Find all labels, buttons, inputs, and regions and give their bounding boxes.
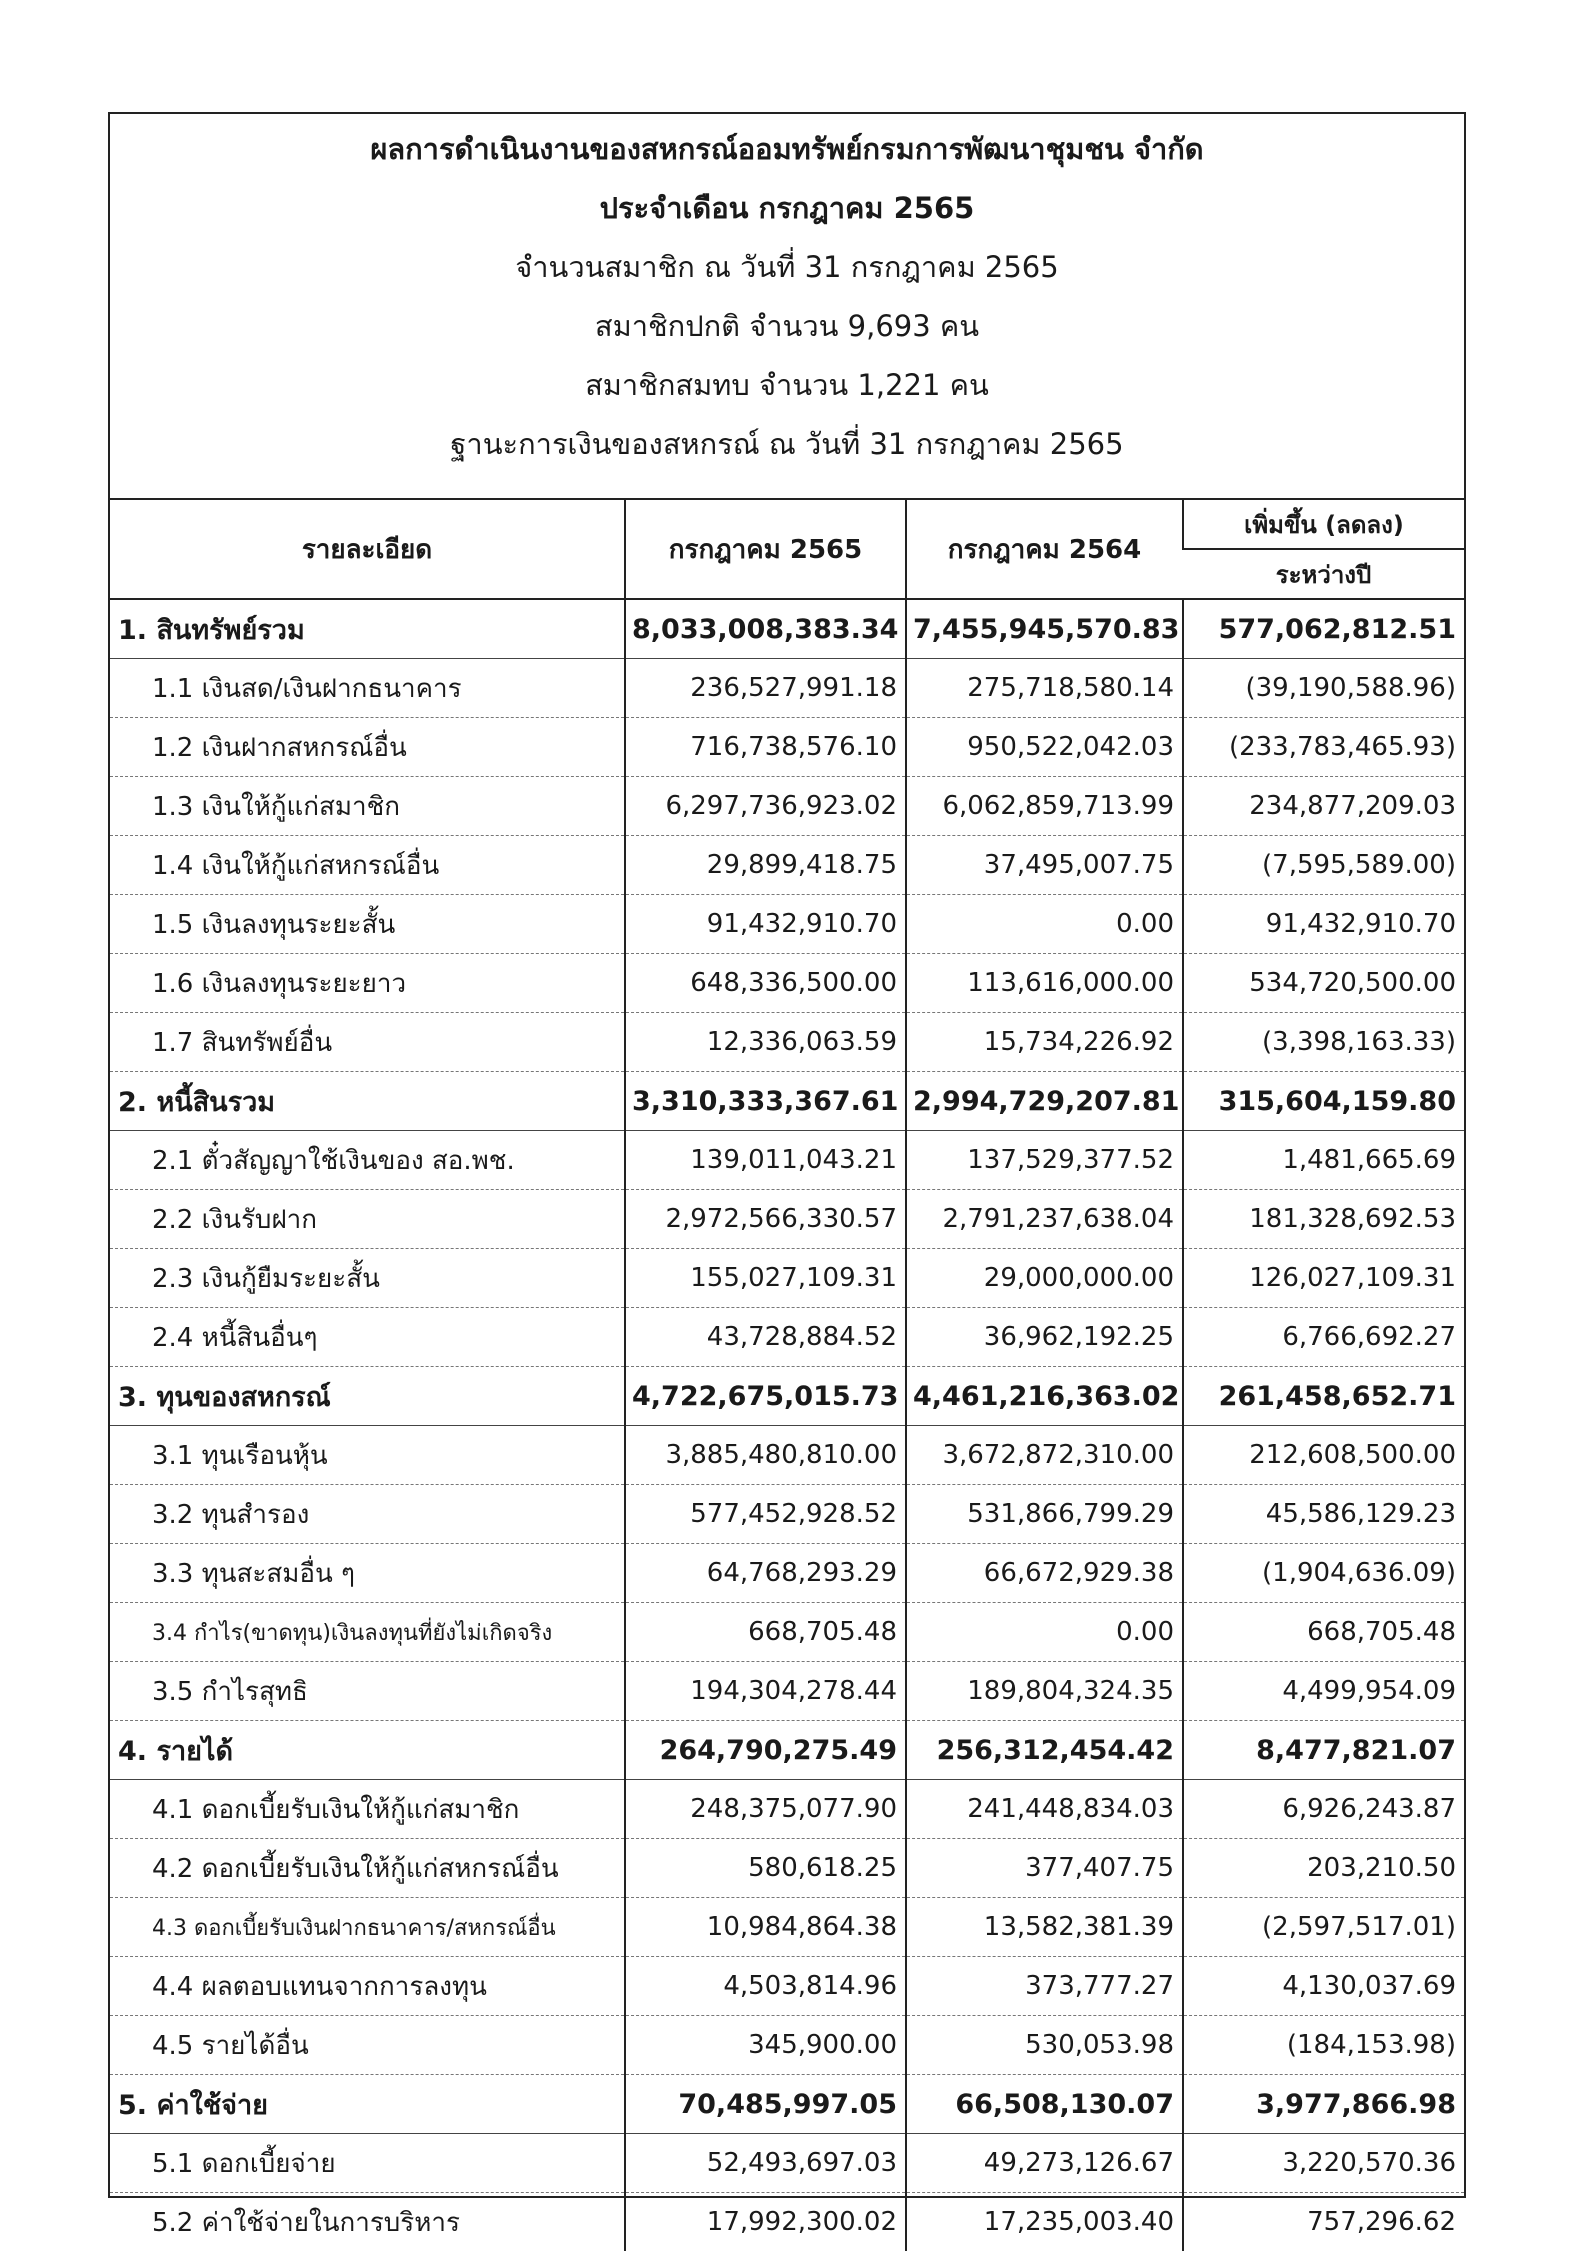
report-period: ประจำเดือน กรกฎาคม 2565	[110, 179, 1464, 238]
row-current-value: 139,011,043.21	[625, 1131, 906, 1190]
table-body	[110, 599, 1464, 2251]
row-label: 2.2 เงินรับฝาก	[110, 1190, 625, 1249]
row-label: 2.4 หนี้สินอื่นๆ	[110, 1308, 625, 1367]
row-current-value: 194,304,278.44	[625, 1662, 906, 1721]
report-sheet	[108, 112, 1466, 2198]
table-row	[110, 954, 1464, 1013]
row-label: 4.3 ดอกเบี้ยรับเงินฝากธนาคาร/สหกรณ์อื่น	[110, 1898, 625, 1957]
row-current-value: 10,984,864.38	[625, 1898, 906, 1957]
row-label: 3.3 ทุนสะสมอื่น ๆ	[110, 1544, 625, 1603]
row-previous-value: 0.00	[906, 895, 1183, 954]
table-row	[110, 1721, 1464, 1780]
row-current-value: 91,432,910.70	[625, 895, 906, 954]
col-header-previous: กรกฎาคม 2564	[906, 500, 1183, 599]
row-current-value: 716,738,576.10	[625, 718, 906, 777]
financial-position-date: ฐานะการเงินของสหกรณ์ ณ วันที่ 31 กรกฎาคม 2565	[110, 415, 1464, 474]
col-header-current: กรกฎาคม 2565	[625, 500, 906, 599]
row-change-value: (184,153.98)	[1183, 2016, 1464, 2075]
table-row	[110, 1131, 1464, 1190]
table-row	[110, 718, 1464, 777]
row-label: 3.2 ทุนสำรอง	[110, 1485, 625, 1544]
col-header-detail: รายละเอียด	[110, 500, 625, 599]
row-current-value: 3,310,333,367.61	[625, 1072, 906, 1131]
row-previous-value: 17,235,003.40	[906, 2193, 1183, 2251]
row-label: 4.1 ดอกเบี้ยรับเงินให้กู้แก่สมาชิก	[110, 1780, 625, 1839]
table-row	[110, 2134, 1464, 2193]
table-row	[110, 1898, 1464, 1957]
row-previous-value: 2,994,729,207.81	[906, 1072, 1183, 1131]
row-current-value: 70,485,997.05	[625, 2075, 906, 2134]
row-current-value: 4,503,814.96	[625, 1957, 906, 2016]
table-row	[110, 1013, 1464, 1072]
table-row	[110, 1072, 1464, 1131]
row-change-value: 3,977,866.98	[1183, 2075, 1464, 2134]
row-change-value: 6,766,692.27	[1183, 1308, 1464, 1367]
table-row	[110, 1190, 1464, 1249]
row-current-value: 4,722,675,015.73	[625, 1367, 906, 1426]
members-date: จำนวนสมาชิก ณ วันที่ 31 กรกฎาคม 2565	[110, 238, 1464, 297]
table-row	[110, 599, 1464, 659]
financial-table	[110, 500, 1464, 2251]
row-previous-value: 29,000,000.00	[906, 1249, 1183, 1308]
row-label: 5. ค่าใช้จ่าย	[110, 2075, 625, 2134]
row-current-value: 64,768,293.29	[625, 1544, 906, 1603]
table-row	[110, 2075, 1464, 2134]
row-previous-value: 13,582,381.39	[906, 1898, 1183, 1957]
row-change-value: (2,597,517.01)	[1183, 1898, 1464, 1957]
row-previous-value: 531,866,799.29	[906, 1485, 1183, 1544]
row-current-value: 3,885,480,810.00	[625, 1426, 906, 1485]
table-row	[110, 1367, 1464, 1426]
table-row	[110, 1308, 1464, 1367]
row-change-value: (233,783,465.93)	[1183, 718, 1464, 777]
row-label: 2.3 เงินกู้ยืมระยะสั้น	[110, 1249, 625, 1308]
row-current-value: 648,336,500.00	[625, 954, 906, 1013]
row-change-value: 91,432,910.70	[1183, 895, 1464, 954]
col-header-change-bottom: ระหว่างปี	[1183, 549, 1464, 599]
row-current-value: 577,452,928.52	[625, 1485, 906, 1544]
row-change-value: 1,481,665.69	[1183, 1131, 1464, 1190]
row-label: 1.7 สินทรัพย์อื่น	[110, 1013, 625, 1072]
row-label: 5.1 ดอกเบี้ยจ่าย	[110, 2134, 625, 2193]
row-label: 4.5 รายได้อื่น	[110, 2016, 625, 2075]
row-previous-value: 2,791,237,638.04	[906, 1190, 1183, 1249]
row-label: 1.6 เงินลงทุนระยะยาว	[110, 954, 625, 1013]
row-previous-value: 7,455,945,570.83	[906, 599, 1183, 659]
row-label: 1.2 เงินฝากสหกรณ์อื่น	[110, 718, 625, 777]
row-current-value: 2,972,566,330.57	[625, 1190, 906, 1249]
row-previous-value: 241,448,834.03	[906, 1780, 1183, 1839]
table-row	[110, 1780, 1464, 1839]
row-label: 4.4 ผลตอบแทนจากการลงทุน	[110, 1957, 625, 2016]
row-label: 1.4 เงินให้กู้แก่สหกรณ์อื่น	[110, 836, 625, 895]
row-current-value: 52,493,697.03	[625, 2134, 906, 2193]
row-change-value: 203,210.50	[1183, 1839, 1464, 1898]
col-header-change-top: เพิ่มขึ้น (ลดลง)	[1183, 500, 1464, 549]
row-label: 1.1 เงินสด/เงินฝากธนาคาร	[110, 659, 625, 718]
table-row	[110, 1662, 1464, 1721]
row-change-value: 212,608,500.00	[1183, 1426, 1464, 1485]
row-label: 5.2 ค่าใช้จ่ายในการบริหาร	[110, 2193, 625, 2251]
row-label: 4.2 ดอกเบี้ยรับเงินให้กู้แก่สหกรณ์อื่น	[110, 1839, 625, 1898]
table-row	[110, 836, 1464, 895]
row-label: 1.5 เงินลงทุนระยะสั้น	[110, 895, 625, 954]
row-label: 1.3 เงินให้กู้แก่สมาชิก	[110, 777, 625, 836]
table-row	[110, 1839, 1464, 1898]
row-previous-value: 36,962,192.25	[906, 1308, 1183, 1367]
row-label: 2.1 ตั๋วสัญญาใช้เงินของ สอ.พช.	[110, 1131, 625, 1190]
row-current-value: 345,900.00	[625, 2016, 906, 2075]
row-current-value: 248,375,077.90	[625, 1780, 906, 1839]
row-current-value: 6,297,736,923.02	[625, 777, 906, 836]
row-change-value: 4,130,037.69	[1183, 1957, 1464, 2016]
row-current-value: 8,033,008,383.34	[625, 599, 906, 659]
row-previous-value: 373,777.27	[906, 1957, 1183, 2016]
row-previous-value: 37,495,007.75	[906, 836, 1183, 895]
row-change-value: 6,926,243.87	[1183, 1780, 1464, 1839]
row-change-value: 534,720,500.00	[1183, 954, 1464, 1013]
row-change-value: 45,586,129.23	[1183, 1485, 1464, 1544]
row-change-value: (1,904,636.09)	[1183, 1544, 1464, 1603]
row-previous-value: 256,312,454.42	[906, 1721, 1183, 1780]
row-previous-value: 113,616,000.00	[906, 954, 1183, 1013]
table-row	[110, 895, 1464, 954]
row-current-value: 264,790,275.49	[625, 1721, 906, 1780]
row-change-value: (7,595,589.00)	[1183, 836, 1464, 895]
row-change-value: 181,328,692.53	[1183, 1190, 1464, 1249]
row-change-value: (3,398,163.33)	[1183, 1013, 1464, 1072]
row-previous-value: 3,672,872,310.00	[906, 1426, 1183, 1485]
row-previous-value: 275,718,580.14	[906, 659, 1183, 718]
table-row	[110, 659, 1464, 718]
row-previous-value: 189,804,324.35	[906, 1662, 1183, 1721]
row-current-value: 236,527,991.18	[625, 659, 906, 718]
row-previous-value: 950,522,042.03	[906, 718, 1183, 777]
row-previous-value: 6,062,859,713.99	[906, 777, 1183, 836]
row-change-value: 577,062,812.51	[1183, 599, 1464, 659]
row-change-value: (39,190,588.96)	[1183, 659, 1464, 718]
row-change-value: 668,705.48	[1183, 1603, 1464, 1662]
associate-members: สมาชิกสมทบ จำนวน 1,221 คน	[110, 356, 1464, 415]
regular-members: สมาชิกปกติ จำนวน 9,693 คน	[110, 297, 1464, 356]
row-change-value: 261,458,652.71	[1183, 1367, 1464, 1426]
row-label: 3.4 กำไร(ขาดทุน)เงินลงทุนที่ยังไม่เกิดจริง	[110, 1603, 625, 1662]
report-header	[110, 114, 1464, 500]
row-current-value: 43,728,884.52	[625, 1308, 906, 1367]
row-change-value: 234,877,209.03	[1183, 777, 1464, 836]
row-change-value: 757,296.62	[1183, 2193, 1464, 2251]
row-previous-value: 15,734,226.92	[906, 1013, 1183, 1072]
row-previous-value: 66,508,130.07	[906, 2075, 1183, 2134]
row-previous-value: 4,461,216,363.02	[906, 1367, 1183, 1426]
table-row	[110, 1485, 1464, 1544]
report-title: ผลการดำเนินงานของสหกรณ์ออมทรัพย์กรมการพัฒนาชุมชน จำกัด	[110, 120, 1464, 179]
row-current-value: 12,336,063.59	[625, 1013, 906, 1072]
row-previous-value: 137,529,377.52	[906, 1131, 1183, 1190]
table-row	[110, 1603, 1464, 1662]
row-change-value: 126,027,109.31	[1183, 1249, 1464, 1308]
table-row	[110, 1544, 1464, 1603]
table-row	[110, 1249, 1464, 1308]
row-current-value: 155,027,109.31	[625, 1249, 906, 1308]
row-change-value: 3,220,570.36	[1183, 2134, 1464, 2193]
row-previous-value: 49,273,126.67	[906, 2134, 1183, 2193]
row-previous-value: 66,672,929.38	[906, 1544, 1183, 1603]
table-row	[110, 1426, 1464, 1485]
row-change-value: 8,477,821.07	[1183, 1721, 1464, 1780]
row-previous-value: 377,407.75	[906, 1839, 1183, 1898]
row-previous-value: 0.00	[906, 1603, 1183, 1662]
row-label: 1. สินทรัพย์รวม	[110, 599, 625, 659]
row-current-value: 29,899,418.75	[625, 836, 906, 895]
table-row	[110, 777, 1464, 836]
row-change-value: 315,604,159.80	[1183, 1072, 1464, 1131]
row-label: 3. ทุนของสหกรณ์	[110, 1367, 625, 1426]
row-change-value: 4,499,954.09	[1183, 1662, 1464, 1721]
table-row	[110, 2193, 1464, 2251]
row-label: 4. รายได้	[110, 1721, 625, 1780]
row-current-value: 668,705.48	[625, 1603, 906, 1662]
row-label: 3.5 กำไรสุทธิ	[110, 1662, 625, 1721]
row-current-value: 17,992,300.02	[625, 2193, 906, 2251]
table-row	[110, 2016, 1464, 2075]
row-label: 3.1 ทุนเรือนหุ้น	[110, 1426, 625, 1485]
row-previous-value: 530,053.98	[906, 2016, 1183, 2075]
table-row	[110, 1957, 1464, 2016]
row-label: 2. หนี้สินรวม	[110, 1072, 625, 1131]
row-current-value: 580,618.25	[625, 1839, 906, 1898]
